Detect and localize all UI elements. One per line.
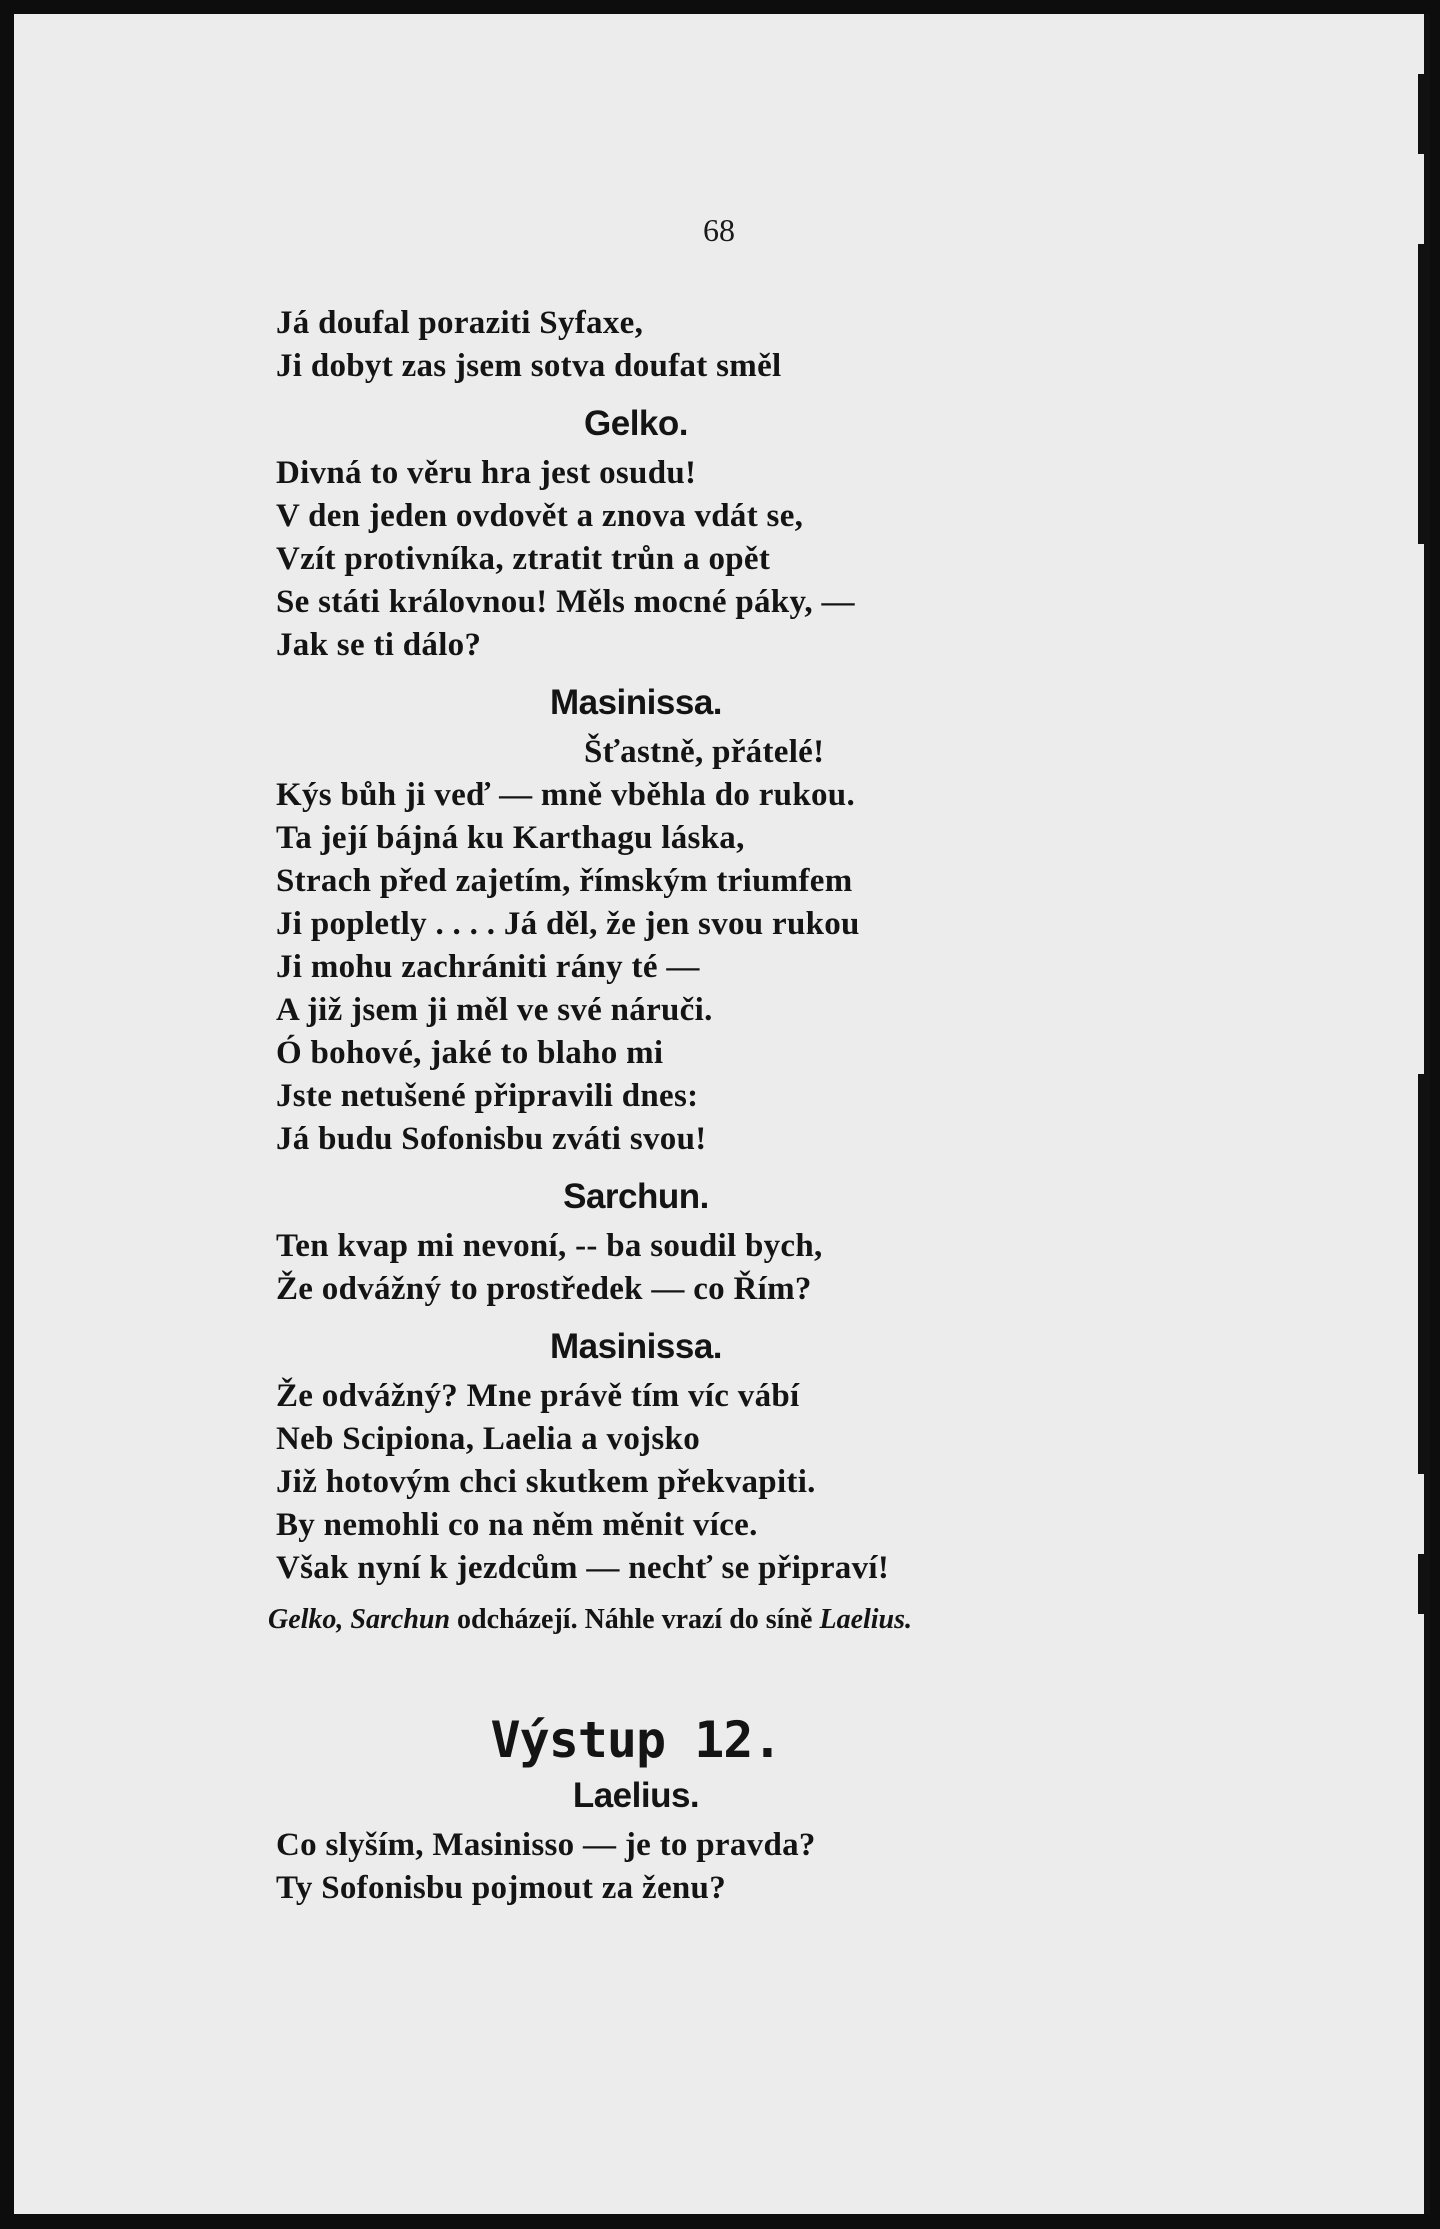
verse-line: Jste netušené připravili dnes: [276, 1078, 699, 1114]
verse-line: Ta její bájná ku Karthagu láska, [276, 820, 745, 856]
verse-line: Již hotovým chci skutkem překvapiti. [276, 1464, 816, 1500]
binding-edge-mark [1418, 1554, 1426, 1614]
verse-line: Že odvážný? Mne právě tím víc vábí [276, 1378, 800, 1414]
verse-line: V den jeden ovdovět a znova vdát se, [276, 498, 804, 534]
verse-line: Kýs bůh ji veď — mně vběhla do rukou. [276, 777, 855, 813]
verse-line: Jak se ti dálo? [276, 627, 482, 663]
stage-direction-names: Gelko, Sarchun [268, 1604, 451, 1635]
verse-line: Ji mohu zachrániti rány té — [276, 949, 700, 985]
verse-line: Neb Scipiona, Laelia a vojsko [276, 1421, 701, 1457]
verse-line: A již jsem ji měl ve své náruči. [276, 992, 713, 1028]
speaker-gelko: Gelko. [584, 404, 688, 443]
stage-direction [268, 1600, 1176, 1640]
speech-masinissa [276, 731, 1176, 1161]
speech-sarchun [276, 1225, 1176, 1311]
verse-line: Se státi královnou! Měls mocné páky, — [276, 584, 855, 620]
verse-line: Ty Sofonisbu pojmout za ženu? [276, 1870, 726, 1906]
binding-edge-mark [1418, 244, 1426, 544]
scene-heading: Výstup 12. [490, 1711, 782, 1769]
verse-line: Ji dobyt zas jsem sotva doufat směl [276, 348, 782, 384]
verse-line: Divná to věru hra jest osudu! [276, 455, 697, 491]
speaker-masinissa: Masinissa. [549, 1327, 723, 1366]
speaker-laelius: Laelius. [572, 1776, 700, 1815]
verse-line: Ten kvap mi nevoní, -- ba soudil bych, [276, 1228, 823, 1264]
verse-line: Že odvážný to prostředek — co Řím? [276, 1271, 812, 1307]
binding-edge-mark [1418, 74, 1426, 154]
verse-line: Ji popletly . . . . Já děl, že jen svou rukou [276, 906, 860, 942]
verse-line: Vzít protivníka, ztratit trůn a opět [276, 541, 771, 577]
verse-line: Však nyní k jezdcům — nechť se připraví! [276, 1550, 890, 1586]
verse-line-indented: Šťastně, přátelé! [584, 734, 825, 770]
verse-line: Ó bohové, jaké to blaho mi [276, 1035, 664, 1071]
stage-direction-entrant: Laelius. [819, 1604, 913, 1635]
speech-laelius [276, 1824, 1176, 1910]
opening-lines [276, 302, 1176, 388]
book-page [14, 14, 1430, 2214]
speech-masinissa [276, 1375, 1176, 1590]
speaker-masinissa: Masinissa. [549, 683, 723, 722]
binding-edge-mark [1418, 1074, 1426, 1474]
verse-line: Já budu Sofonisbu zváti svou! [276, 1121, 707, 1157]
verse-line: Já doufal poraziti Syfaxe, [276, 305, 644, 341]
stage-direction-text: odcházejí. Náhle vrazí do síně [450, 1604, 820, 1635]
verse-line: By nemohli co na něm měnit více. [276, 1507, 758, 1543]
verse-line: Strach před zajetím, římským triumfem [276, 863, 853, 899]
verse-line: Co slyším, Masinisso — je to pravda? [276, 1827, 816, 1863]
speaker-sarchun: Sarchun. [563, 1177, 709, 1216]
speech-gelko [276, 452, 1176, 667]
page-number: 68 [703, 212, 735, 248]
play-text [268, 302, 1176, 1910]
